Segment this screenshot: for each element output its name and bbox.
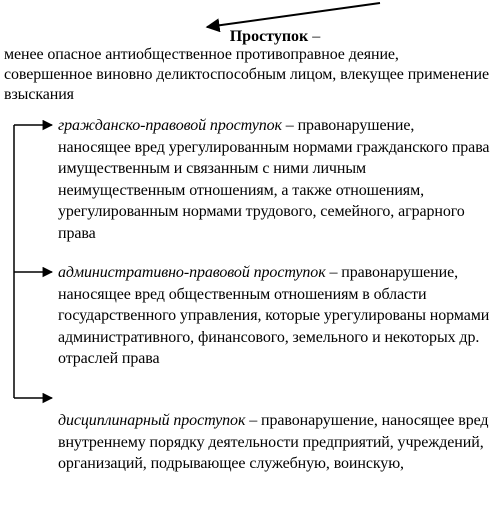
incoming-arrow xyxy=(207,3,380,27)
concept-definition: менее опасное антиобщественное противоправное деяние, совершенное виновно деликтоспособным лицом, влекущее применение взыскания xyxy=(4,46,489,103)
item-term: административно-правовой проступок xyxy=(58,264,326,281)
concept-term: Проступок xyxy=(229,28,309,45)
item-text: – правонарушение, наносящее вред внутреннему порядку деятельности предприятий, учреждений, организаций, подрывающее служебную, воинскую, xyxy=(58,412,489,472)
item-term: дисциплинарный проступок xyxy=(58,412,246,429)
list-item xyxy=(58,115,490,244)
item-text: – правонарушение, наносящее вред общественным отношениям в области государственного управления, которые урегулированы нормами административного, финансового, земельного и некоторых др. отраслей права xyxy=(58,264,490,367)
list-item xyxy=(58,262,490,370)
item-text: – правонарушение, наносящее вред урегулированным нормами гражданского права имущественным и связанным с ними личным неимущественным отношениям, а также отношениям, урегулированным нормами трудового, семейного, аграрного права xyxy=(58,117,490,242)
list-item xyxy=(58,410,490,475)
item-term: гражданско-правовой проступок xyxy=(58,117,282,134)
concept-title xyxy=(0,28,496,46)
concept-dash: – xyxy=(308,28,321,45)
